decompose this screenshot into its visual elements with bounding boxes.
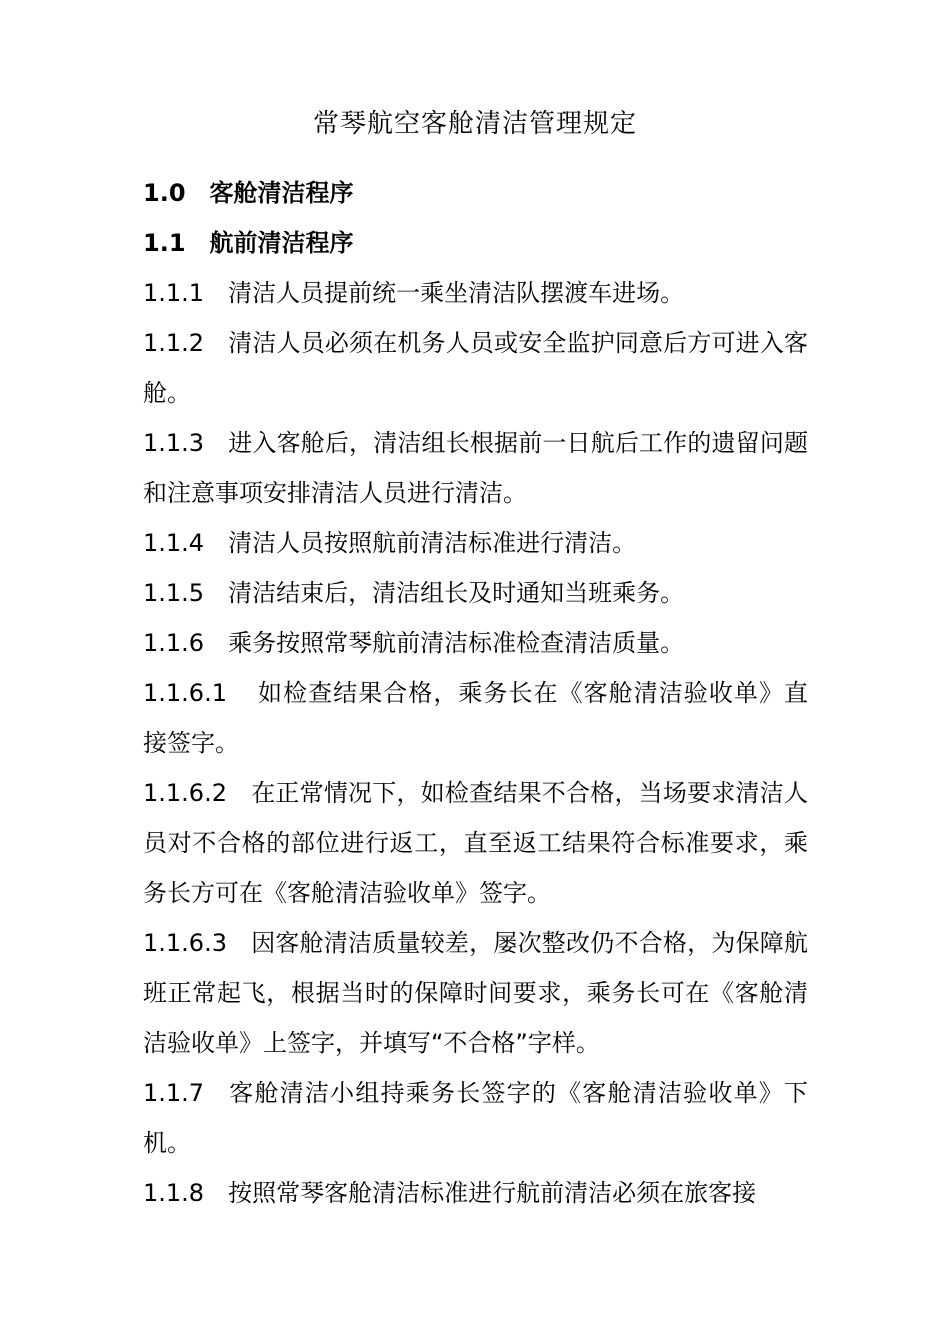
clause-number: 1.1.6 xyxy=(143,629,205,657)
clause xyxy=(143,268,808,318)
clause-text: 清洁结束后，清洁组长及时通知当班乘务。 xyxy=(228,579,685,607)
clause-number: 1.1.1 xyxy=(143,279,205,307)
document-body xyxy=(143,168,808,1218)
clause xyxy=(143,918,808,1068)
clause-text: 清洁人员按照航前清洁标准进行清洁。 xyxy=(228,529,637,557)
clause xyxy=(143,318,808,418)
clause-text: 如检查结果合格，乘务长在《客舱清洁验收单》直接签字。 xyxy=(143,679,808,757)
clause-number: 1.1.8 xyxy=(143,1179,205,1207)
clause-text: 清洁人员必须在机务人员或安全监护同意后方可进入客舱。 xyxy=(143,329,808,407)
clause-number: 1.1.3 xyxy=(143,429,205,457)
clause-number: 1.1.2 xyxy=(143,329,205,357)
clause-number: 1.1.5 xyxy=(143,579,205,607)
clause-number: 1.1.7 xyxy=(143,1079,205,1107)
section-number: 1.1 xyxy=(143,229,186,257)
clause xyxy=(143,668,808,768)
clause-number: 1.1.6.1 xyxy=(143,679,227,707)
document-title: 常琴航空客舱清洁管理规定 xyxy=(312,109,637,139)
clause-text: 因客舱清洁质量较差，屡次整改仍不合格，为保障航班正常起飞，根据当时的保障时间要求，乘务长可在《客舱清洁验收单》上签字，并填写“不合格”字样。 xyxy=(143,929,808,1057)
section-heading xyxy=(143,168,808,218)
section-number: 1.0 xyxy=(143,179,186,207)
clause xyxy=(143,518,808,568)
clause-text: 清洁人员提前统一乘坐清洁队摆渡车进场。 xyxy=(228,279,685,307)
clause-text: 按照常琴客舱清洁标准进行航前清洁必须在旅客接 xyxy=(228,1179,757,1207)
clause xyxy=(143,1168,808,1218)
clause-text: 乘务按照常琴航前清洁标准检查清洁质量。 xyxy=(228,629,685,657)
clause-number: 1.1.6.2 xyxy=(143,779,227,807)
clause xyxy=(143,568,808,618)
clause xyxy=(143,418,808,518)
section-heading xyxy=(143,218,808,268)
clause-text: 进入客舱后，清洁组长根据前一日航后工作的遗留问题和注意事项安排清洁人员进行清洁。 xyxy=(143,429,808,507)
section-title: 客舱清洁程序 xyxy=(209,179,354,207)
clause-text: 客舱清洁小组持乘务长签字的《客舱清洁验收单》下机。 xyxy=(143,1079,808,1157)
clause-number: 1.1.4 xyxy=(143,529,205,557)
clause xyxy=(143,768,808,918)
clause-number: 1.1.6.3 xyxy=(143,929,227,957)
clause xyxy=(143,618,808,668)
clause-text: 在正常情况下，如检查结果不合格，当场要求清洁人员对不合格的部位进行返工，直至返工结果符合标准要求，乘务长方可在《客舱清洁验收单》签字。 xyxy=(143,779,808,907)
section-title: 航前清洁程序 xyxy=(209,229,354,257)
clause xyxy=(143,1068,808,1168)
